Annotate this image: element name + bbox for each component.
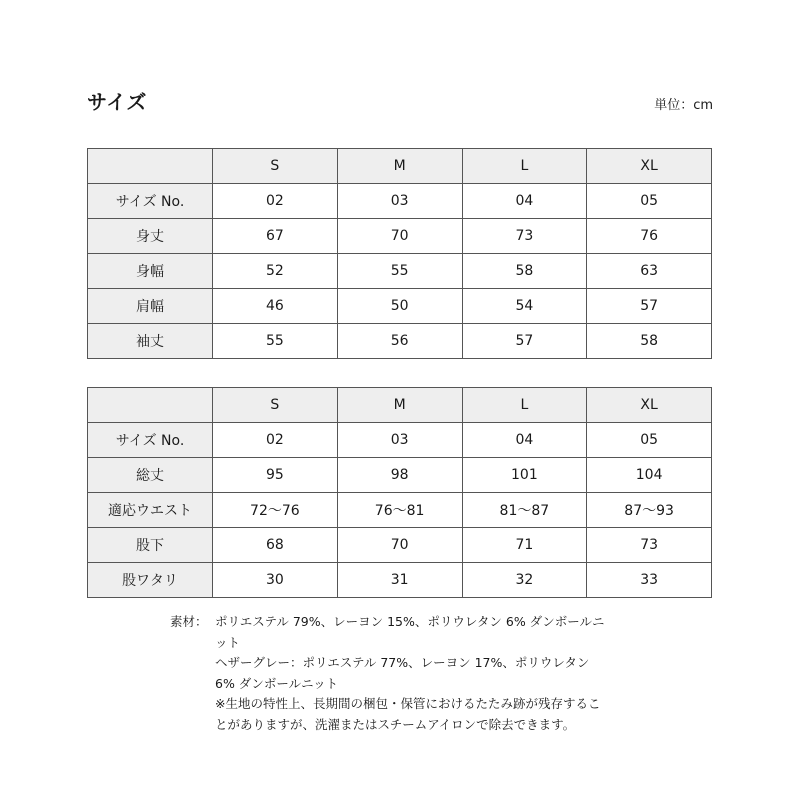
material-label: 素材： — [170, 614, 208, 629]
table-cell: 50 — [337, 289, 462, 324]
table-cell: 72〜76 — [213, 493, 338, 528]
row-label: サイズ No. — [88, 184, 213, 219]
table-cell: 04 — [462, 423, 587, 458]
table-cell: 57 — [587, 289, 712, 324]
table-cell: 76〜81 — [337, 493, 462, 528]
table-cell: 03 — [337, 423, 462, 458]
table-row — [88, 254, 712, 289]
table-cell: 05 — [587, 184, 712, 219]
table-cell: 54 — [462, 289, 587, 324]
table-cell: 02 — [213, 423, 338, 458]
table-cell: 81〜87 — [462, 493, 587, 528]
table-cell: 02 — [213, 184, 338, 219]
table-cell: 55 — [213, 324, 338, 359]
size-table-tops — [87, 148, 712, 359]
table-cell: 57 — [462, 324, 587, 359]
header-cell-l: L — [462, 388, 587, 423]
table-row — [88, 324, 712, 359]
table-cell: 104 — [587, 458, 712, 493]
table-row — [88, 289, 712, 324]
row-label: 股下 — [88, 528, 213, 563]
row-label: 股ワタリ — [88, 563, 213, 598]
table-cell: 33 — [587, 563, 712, 598]
header-cell-s: S — [213, 149, 338, 184]
page-title: サイズ — [87, 90, 147, 114]
table-cell: 71 — [462, 528, 587, 563]
table-cell: 58 — [462, 254, 587, 289]
table-row — [88, 528, 712, 563]
table-row — [88, 219, 712, 254]
table-cell: 56 — [337, 324, 462, 359]
table-cell: 30 — [213, 563, 338, 598]
material-body — [215, 612, 610, 735]
table-cell: 63 — [587, 254, 712, 289]
table-cell: 76 — [587, 219, 712, 254]
header-cell-s: S — [213, 388, 338, 423]
table-cell: 58 — [587, 324, 712, 359]
row-label: 身幅 — [88, 254, 213, 289]
row-label: 適応ウエスト — [88, 493, 213, 528]
table-row — [88, 563, 712, 598]
table-cell: 101 — [462, 458, 587, 493]
header-cell-l: L — [462, 149, 587, 184]
table-cell: 73 — [587, 528, 712, 563]
row-label: 総丈 — [88, 458, 213, 493]
table-cell: 70 — [337, 219, 462, 254]
size-table-bottoms — [87, 387, 712, 598]
table-cell: 52 — [213, 254, 338, 289]
row-label: 袖丈 — [88, 324, 213, 359]
row-label: サイズ No. — [88, 423, 213, 458]
header-cell-blank — [88, 149, 213, 184]
material-line: ※生地の特性上、長期間の梱包・保管におけるたたみ跡が残存することがありますが、洗濯またはスチームアイロンで除去できます。 — [215, 696, 601, 732]
table-cell: 03 — [337, 184, 462, 219]
table-cell: 68 — [213, 528, 338, 563]
table-cell: 04 — [462, 184, 587, 219]
table-cell: 87〜93 — [587, 493, 712, 528]
header-cell-xl: XL — [587, 388, 712, 423]
table-cell: 95 — [213, 458, 338, 493]
table-cell: 67 — [213, 219, 338, 254]
table-cell: 32 — [462, 563, 587, 598]
row-label: 身丈 — [88, 219, 213, 254]
table-cell: 70 — [337, 528, 462, 563]
table-header-row — [88, 149, 712, 184]
table-cell: 31 — [337, 563, 462, 598]
table-cell: 55 — [337, 254, 462, 289]
table-row — [88, 493, 712, 528]
header-cell-blank — [88, 388, 213, 423]
header-cell-m: M — [337, 149, 462, 184]
table-row — [88, 423, 712, 458]
header-cell-m: M — [337, 388, 462, 423]
unit-label: 単位：cm — [654, 98, 713, 113]
header-cell-xl: XL — [587, 149, 712, 184]
table-header-row — [88, 388, 712, 423]
table-cell: 73 — [462, 219, 587, 254]
table-cell: 46 — [213, 289, 338, 324]
table-row — [88, 458, 712, 493]
row-label: 肩幅 — [88, 289, 213, 324]
material-notes — [170, 612, 610, 735]
material-line: ヘザーグレー：ポリエステル 77%、レーヨン 17%、ポリウレタン 6% ダンボールニット — [215, 655, 590, 691]
material-line: ポリエステル 79%、レーヨン 15%、ポリウレタン 6% ダンボールニット — [215, 614, 605, 650]
table-row — [88, 184, 712, 219]
table-cell: 98 — [337, 458, 462, 493]
table-cell: 05 — [587, 423, 712, 458]
